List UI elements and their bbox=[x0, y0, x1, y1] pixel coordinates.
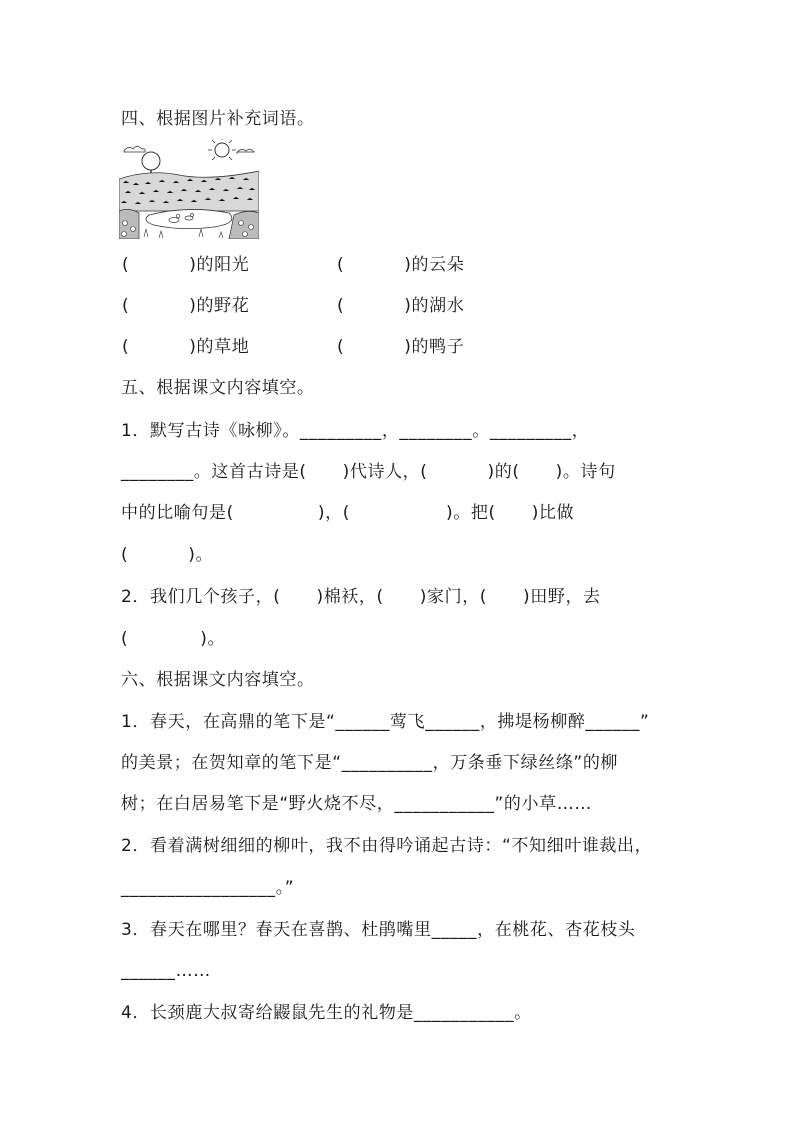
section4-item-left-3: ( )的草地 bbox=[122, 337, 250, 357]
section6-line-1: 1．春天，在高鼎的笔下是“______莺飞______，拂堤杨柳醉______” bbox=[121, 712, 650, 732]
section4-item-left-1: ( )的阳光 bbox=[122, 255, 250, 275]
section6-line-2: 的美景；在贺知章的笔下是“__________，万条垂下绿丝绦”的柳 bbox=[121, 753, 619, 773]
landscape-illustration bbox=[119, 139, 259, 239]
section6-line-4: 2．看着满树细细的柳叶，我不由得吟诵起古诗：“不知细叶谁裁出， bbox=[121, 836, 653, 856]
section5-line-6: ( )。 bbox=[121, 629, 226, 649]
section5-line-2: ________。这首古诗是( )代诗人，( )的( )。诗句 bbox=[121, 462, 616, 482]
section5-line-5: 2．我们几个孩子，( )棉袄，( )家门，( )田野，去 bbox=[121, 587, 601, 607]
section6-line-8: 4．长颈鹿大叔寄给鼹鼠先生的礼物是___________。 bbox=[121, 1003, 532, 1023]
section6-line-7: ______…… bbox=[121, 961, 211, 981]
section6-line-6: 3．春天在哪里？春天在喜鹊、杜鹃嘴里_____，在桃花、杏花枝头 bbox=[121, 920, 636, 940]
section6-heading: 六、根据课文内容填空。 bbox=[121, 670, 315, 690]
section4-heading: 四、根据图片补充词语。 bbox=[121, 109, 315, 129]
section4-item-right-3: ( )的鸭子 bbox=[337, 337, 465, 357]
section4-item-left-2: ( )的野花 bbox=[122, 296, 250, 316]
section6-line-5: _________________。” bbox=[121, 878, 295, 898]
section5-line-3: 中的比喻句是( )，( )。把( )比做 bbox=[121, 503, 575, 523]
section5-heading: 五、根据课文内容填空。 bbox=[121, 378, 315, 398]
section4-item-right-1: ( )的云朵 bbox=[337, 255, 465, 275]
section6-line-3: 树；在白居易笔下是“野火烧不尽，___________”的小草…… bbox=[121, 794, 592, 814]
section5-line-4: ( )。 bbox=[121, 545, 214, 565]
section4-item-right-2: ( )的湖水 bbox=[337, 296, 465, 316]
section5-line-1: 1．默写古诗《咏柳》。_________，________。_________， bbox=[121, 421, 590, 441]
